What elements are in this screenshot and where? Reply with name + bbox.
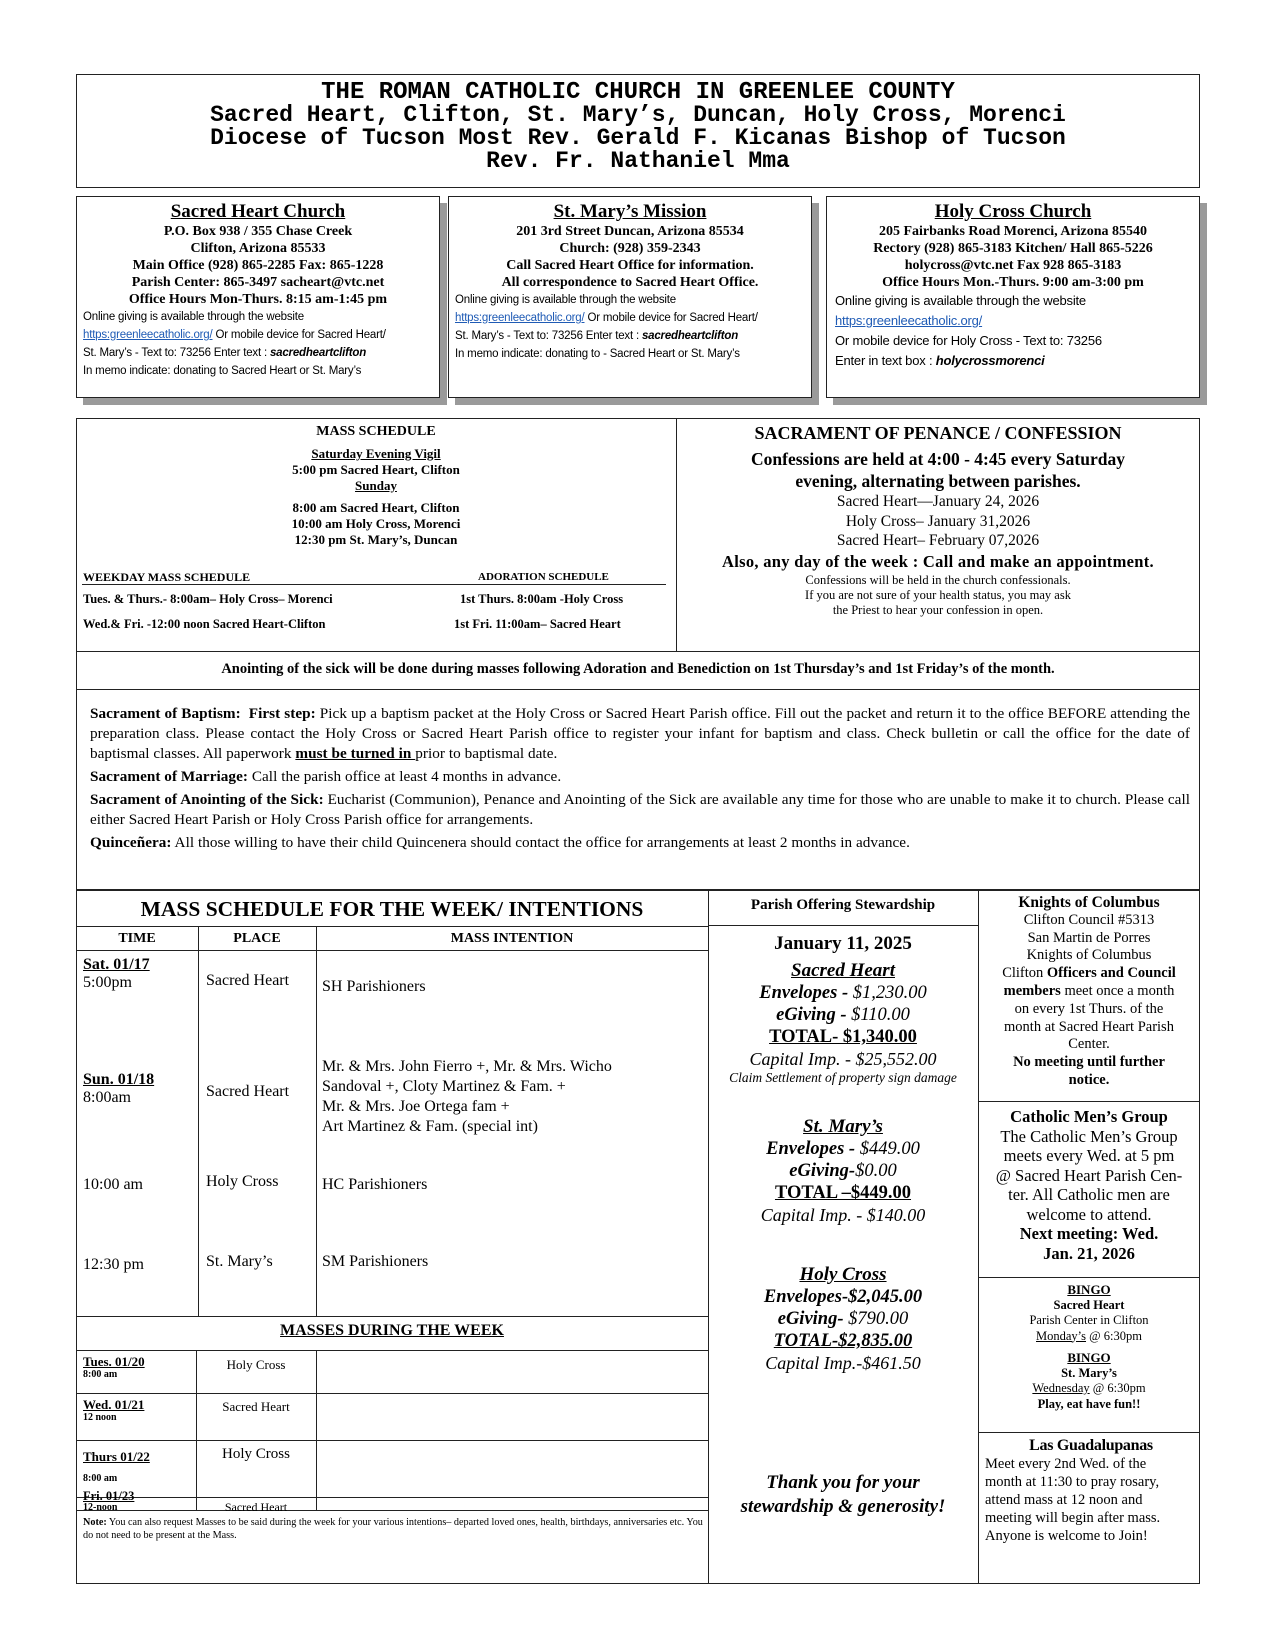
offering-thanks-2: stewardship & generosity!: [740, 1496, 946, 1517]
kofc-l1: Clifton Council #5313: [1023, 911, 1155, 928]
st-marys-call: Call Sacred Heart Office for information.: [506, 258, 754, 273]
intention-line: Mr. & Mrs. Joe Ortega fam +: [322, 1098, 510, 1115]
holy-cross-giving-code: holycrossmorenci: [935, 353, 1045, 368]
week-row-intention: [322, 1057, 612, 1137]
week-row-place: Sacred Heart: [206, 972, 290, 989]
note-label: Note:: [83, 1517, 107, 1528]
st-marys-phone: Church: (928) 359-2343: [559, 241, 701, 256]
sacred-heart-parish-center: Parish Center: 865-3497 sacheart@vtc.net: [131, 275, 385, 290]
offering-sm-env-val: $449.00: [859, 1139, 920, 1159]
confession-note2: If you are not sure of your health status, you may ask: [805, 587, 1071, 602]
during-place: Holy Cross: [222, 1446, 290, 1462]
offering-sm-name: St. Mary’s: [803, 1116, 883, 1137]
week-row-time: 8:00am: [83, 1089, 131, 1106]
guadalupanas-l1: Meet every 2nd Wed. of the: [985, 1456, 1147, 1472]
weekday-mass-1: Tues. & Thurs.- 8:00am– Holy Cross– Morenci: [83, 592, 333, 606]
holy-cross-email-fax: holycross@vtc.net Fax 928 865-3183: [904, 258, 1122, 273]
anointing-note: Anointing of the sick will be done during masses following Adoration and Benediction on 1st Thursday’s and 1st Friday’s of the month.: [221, 661, 1055, 677]
offering-hc-eg: eGiving-: [777, 1309, 849, 1329]
holy-cross-giving2: Or mobile device for Holy Cross - Text to: 73256: [835, 333, 1102, 348]
col-place: PLACE: [233, 931, 281, 946]
baptism-text: Pick up a baptism packet at the Holy Cross or Sacred Heart Parish office. Fill out the packet and return it to the office BEFORE attending the preparation class. Please contact the Holy Cross or Sacred Heart Parish office to register your infant for baptism and class. Check bulletin or call the office for the date of baptismal classes. All paperwork: [90, 705, 1191, 762]
week-row-time: 12:30 pm: [83, 1256, 144, 1273]
sunday-heading: Sunday: [355, 478, 397, 493]
col-time: TIME: [118, 931, 156, 946]
vigil-time: 5:00 pm Sacred Heart, Clifton: [292, 462, 460, 477]
header-title: [77, 75, 1199, 173]
offering-sm-cap: Capital Imp. - $140.00: [760, 1205, 926, 1225]
weekday-heading: WEEKDAY MASS SCHEDULE: [83, 570, 251, 584]
offering-sh-env: Envelopes -: [759, 983, 853, 1003]
sunday-mass-1: 8:00 am Sacred Heart, Clifton: [292, 500, 460, 515]
kofc-l9: No meeting until further: [1013, 1054, 1165, 1071]
offering-sm-total: TOTAL –$449.00: [774, 1183, 912, 1203]
sacred-heart-giving-link[interactable]: https:greenleecatholic.org/: [83, 329, 213, 341]
header-line-4: Rev. Fr. Nathaniel Mma: [486, 148, 790, 174]
sacred-heart-box: [76, 196, 440, 398]
sacred-heart-address1: P.O. Box 938 / 355 Chase Creek: [163, 224, 353, 239]
holy-cross-giving3: Enter in text box :: [835, 353, 936, 368]
st-marys-title: St. Mary’s Mission: [553, 201, 707, 222]
kofc-l6: on every 1st Thurs. of the: [1014, 1000, 1164, 1017]
holy-cross-phones: Rectory (928) 865-3183 Kitchen/ Hall 865-5226: [873, 241, 1153, 256]
sacred-heart-hours: Office Hours Mon-Thurs. 8:15 am-1:45 pm: [128, 292, 388, 307]
mens-l4: ter. All Catholic men are: [1008, 1185, 1170, 1204]
header-box: [76, 74, 1200, 188]
week-row-day: Sun. 01/18: [83, 1071, 155, 1088]
col-intention: MASS INTENTION: [450, 931, 574, 946]
guadalupanas-l2: month at 11:30 to pray rosary,: [985, 1474, 1160, 1490]
offering-date: January 11, 2025: [774, 933, 912, 954]
during-place: Sacred Heart: [224, 1500, 288, 1514]
header-line-3: Diocese of Tucson Most Rev. Gerald F. Kicanas Bishop of Tucson: [210, 125, 1066, 151]
kofc-l4a: Clifton: [1002, 965, 1047, 982]
mass-schedule-title: MASS SCHEDULE: [316, 424, 436, 439]
holy-cross-title: Holy Cross Church: [934, 201, 1092, 222]
mens-l7: Jan. 21, 2026: [1043, 1243, 1135, 1263]
confession-date3: Sacred Heart– February 07,2026: [836, 532, 1040, 549]
offering-thanks-1: Thank you for your: [766, 1472, 920, 1493]
header-line-2: Sacred Heart, Clifton, St. Mary’s, Duncan, Holy Cross, Morenci: [210, 102, 1066, 128]
offering-sh-eg-val: $110.00: [851, 1005, 910, 1025]
kofc-l4b: Officers and Council: [1046, 965, 1176, 982]
bingo-sh-day: Monday’s: [1036, 1328, 1087, 1343]
week-row-intention: SH Parishioners: [322, 978, 426, 995]
bingo-title-2: BINGO: [1067, 1350, 1111, 1365]
offering-sm-env: Envelopes -: [766, 1139, 860, 1159]
week-row-time: 10:00 am: [83, 1176, 143, 1193]
during-row-4: [83, 1490, 134, 1514]
mens-l1: The Catholic Men’s Group: [1000, 1126, 1178, 1146]
kofc-l2: San Martin de Porres: [1027, 929, 1151, 946]
mens-title: Catholic Men’s Group: [1010, 1107, 1168, 1126]
week-title: MASS SCHEDULE FOR THE WEEK/ INTENTIONS: [140, 897, 644, 921]
during-day: Wed. 01/21: [83, 1397, 145, 1412]
bingo-sm: St. Mary’s: [1061, 1365, 1117, 1380]
during-place: Holy Cross: [226, 1357, 286, 1372]
kofc-title: Knights of Columbus: [1018, 894, 1160, 911]
bingo-sh-loc: Parish Center in Clifton: [1029, 1313, 1149, 1327]
sacred-heart-giving3: St. Mary’s - Text to: 73256 Enter text :: [83, 347, 270, 359]
kofc-section: [980, 894, 1198, 1090]
kofc-l8: Center.: [1068, 1036, 1110, 1053]
kofc-l10: notice.: [1068, 1071, 1110, 1088]
offering-section: [710, 930, 976, 1374]
during-title: MASSES DURING THE WEEK: [280, 1322, 504, 1339]
sacraments-section: [90, 704, 1190, 853]
st-marys-correspondence: All correspondence to Sacred Heart Office.: [501, 275, 759, 290]
bingo-section: [980, 1282, 1198, 1412]
offering-hc-name: Holy Cross: [799, 1264, 887, 1285]
guadalupanas-l5: Anyone is welcome to Join!: [985, 1528, 1148, 1544]
sacred-heart-giving1: Online giving is available through the website: [83, 311, 304, 323]
week-row-time: 5:00pm: [83, 974, 132, 991]
offering-title: Parish Offering Stewardship: [750, 897, 936, 913]
baptism-label: Sacrament of Baptism:: [90, 705, 241, 722]
week-row-2: [83, 1071, 154, 1107]
st-marys-box: [448, 196, 812, 398]
intention-line: Sandoval +, Cloty Martinez & Fam. +: [322, 1078, 566, 1095]
during-time: 12-noon: [83, 1502, 118, 1513]
mass-schedule: [80, 424, 672, 548]
confession-note3: the Priest to hear your confession in open.: [832, 602, 1044, 617]
guadalupanas-title: Las Guadalupanas: [1029, 1437, 1153, 1454]
confession-also: Also, any day of the week : Call and make an appointment.: [722, 551, 1154, 571]
during-time: 12 noon: [83, 1412, 117, 1423]
week-row-1: [83, 956, 150, 992]
st-marys-giving-link[interactable]: https:greenleecatholic.org/: [455, 312, 585, 324]
bingo-title-1: BINGO: [1067, 1282, 1111, 1297]
adoration-2: 1st Fri. 11:00am– Sacred Heart: [454, 617, 621, 631]
holy-cross-box: [826, 196, 1200, 398]
holy-cross-giving1: Online giving is available through the website: [835, 293, 1086, 308]
week-row-day: Sat. 01/17: [83, 956, 150, 973]
offering-hc-total: TOTAL-$2,835.00: [773, 1331, 913, 1351]
sunday-mass-2: 10:00 am Holy Cross, Morenci: [291, 516, 461, 531]
kofc-l3: Knights of Columbus: [1026, 947, 1152, 964]
guadalupanas-l4: meeting will begin after mass.: [985, 1510, 1161, 1526]
confession-note1: Confessions will be held in the church confessionals.: [805, 572, 1071, 587]
mens-l2: meets every Wed. at 5 pm: [1003, 1146, 1175, 1165]
during-day: Fri. 01/23: [83, 1489, 135, 1503]
bingo-sh: Sacred Heart: [1053, 1297, 1125, 1312]
quince-text: All those willing to have their child Quincenera should contact the office for arrangements at least 2 months in advance.: [171, 834, 910, 851]
bingo-sm-time: @ 6:30pm: [1089, 1381, 1146, 1395]
offering-sm-eg-val: $0.00: [855, 1161, 897, 1181]
confession-line2: evening, alternating between parishes.: [795, 471, 1081, 491]
during-row-3: [83, 1446, 150, 1490]
offering-sh-eg: eGiving -: [776, 1005, 852, 1025]
mens-group-section: [980, 1107, 1198, 1263]
offering-sh-cap: Capital Imp. - $25,552.00: [749, 1049, 937, 1069]
bingo-sm-day: Wednesday: [1032, 1381, 1090, 1395]
confession-title: SACRAMENT OF PENANCE / CONFESSION: [754, 423, 1122, 443]
sacred-heart-memo: In memo indicate: donating to Sacred Heart or St. Mary’s: [83, 365, 362, 377]
st-marys-memo: In memo indicate: donating to - Sacred Heart or St. Mary’s: [455, 348, 740, 360]
mens-l5: welcome to attend.: [1026, 1204, 1152, 1224]
mens-l3: @ Sacred Heart Parish Cen-: [995, 1165, 1183, 1185]
marriage-text: Call the parish office at least 4 months in advance.: [247, 768, 562, 785]
st-marys-giving1: Online giving is available through the website: [455, 294, 676, 306]
anointing-text: Eucharist (Communion), Penance and Anointing of the Sick are available any time for those who are unable to make it to church. Please call either Sacred Heart Parish or Holy Cross Parish office for arrangements.: [90, 791, 1190, 828]
week-row-place: St. Mary’s: [206, 1253, 273, 1270]
holy-cross-hours: Office Hours Mon.-Thurs. 9:00 am-3:00 pm: [882, 275, 1144, 290]
st-marys-giving2: Or mobile device for Sacred Heart/: [584, 312, 758, 324]
kofc-l7: month at Sacred Heart Parish: [1004, 1018, 1174, 1035]
during-day: Thurs 01/22: [83, 1449, 150, 1464]
offering-hc-cap: Capital Imp.-$461.50: [765, 1353, 921, 1373]
intention-line: Art Martinez & Fam. (special int): [322, 1118, 538, 1135]
sacred-heart-title: Sacred Heart Church: [170, 201, 346, 222]
confession-date2: Holy Cross– January 31,2026: [845, 512, 1031, 530]
offering-hc-env-val: $2,045.00: [848, 1287, 923, 1307]
sacred-heart-giving-code: sacredheartclifton: [269, 347, 367, 359]
during-time: 8:00 am: [83, 1369, 118, 1380]
quince-label: Quinceñera:: [90, 834, 172, 851]
sacred-heart-phone: Main Office (928) 865-2285 Fax: 865-1228: [132, 258, 384, 273]
week-row-intention: HC Parishioners: [322, 1176, 428, 1193]
intention-line: Mr. & Mrs. John Fierro +, Mr. & Mrs. Wicho: [322, 1058, 612, 1075]
bingo-sh-time: @ 6:30pm: [1086, 1328, 1142, 1343]
vigil-heading: Saturday Evening Vigil: [311, 446, 441, 461]
st-marys-giving-code: sacredheartclifton: [641, 330, 739, 342]
sacred-heart-giving2: Or mobile device for Sacred Heart/: [212, 329, 386, 341]
kofc-l5b: meet once a month: [1060, 982, 1175, 999]
adoration-heading: ADORATION SCHEDULE: [478, 571, 609, 583]
weekday-mass-2: Wed.& Fri. -12:00 noon Sacred Heart-Clifton: [83, 617, 326, 631]
header-line-1: THE ROMAN CATHOLIC CHURCH IN GREENLEE COUNTY: [321, 79, 955, 106]
week-row-intention: SM Parishioners: [322, 1253, 429, 1270]
during-row-2: [83, 1398, 144, 1424]
st-marys-giving3: St. Mary’s - Text to: 73256 Enter text :: [455, 330, 642, 342]
mass-note: [83, 1516, 703, 1542]
during-place: Sacred Heart: [222, 1399, 290, 1414]
offering-thanks: [710, 1471, 976, 1519]
offering-sh-total: TOTAL- $1,340.00: [769, 1027, 917, 1047]
holy-cross-address: 205 Fairbanks Road Morenci, Arizona 85540: [878, 224, 1148, 239]
confession-date1: Sacred Heart—January 24, 2026: [836, 493, 1040, 510]
confession-section: [680, 422, 1196, 618]
offering-sm-eg: eGiving-: [789, 1161, 856, 1181]
note-text: You can also request Masses to be said during the week for your various intentions– departed loved ones, health, birthdays, anniversaries etc. You do not need to be present at the Mass.: [83, 1517, 703, 1541]
offering-sh-claim: Claim Settlement of property sign damage: [729, 1070, 957, 1085]
offering-sh-name: Sacred Heart: [791, 960, 895, 981]
offering-hc-eg-val: $790.00: [848, 1309, 909, 1329]
baptism-step: First step:: [248, 705, 316, 722]
st-marys-address: 201 3rd Street Duncan, Arizona 85534: [516, 224, 744, 239]
anointing-label: Sacrament of Anointing of the Sick:: [90, 791, 324, 808]
baptism-end: prior to baptismal date.: [415, 745, 558, 762]
bingo-fun: Play, eat have fun!!: [1037, 1396, 1141, 1411]
confession-line1: Confessions are held at 4:00 - 4:45 every Saturday: [751, 449, 1125, 469]
during-row-1: [83, 1355, 145, 1381]
sunday-mass-3: 12:30 pm St. Mary’s, Duncan: [294, 532, 458, 547]
adoration-1: 1st Thurs. 8:00am -Holy Cross: [460, 592, 624, 606]
mens-l6: Next meeting: Wed.: [1019, 1224, 1159, 1243]
offering-sh-env-val: $1,230.00: [852, 983, 927, 1003]
week-row-place: Sacred Heart: [206, 1083, 290, 1100]
offering-hc-env: Envelopes-: [763, 1287, 849, 1307]
during-day: Tues. 01/20: [83, 1354, 145, 1369]
kofc-l5a: members: [1003, 982, 1061, 999]
during-time: 8:00 am: [83, 1473, 118, 1484]
week-row-place: Holy Cross: [206, 1173, 279, 1190]
sacred-heart-address2: Clifton, Arizona 85533: [190, 241, 326, 256]
guadalupanas-section: [985, 1437, 1197, 1545]
guadalupanas-l3: attend mass at 12 noon and: [985, 1492, 1143, 1508]
baptism-must: must be turned in: [295, 745, 416, 762]
marriage-label: Sacrament of Marriage:: [90, 768, 248, 785]
holy-cross-giving-link[interactable]: https:greenleecatholic.org/: [835, 313, 983, 328]
